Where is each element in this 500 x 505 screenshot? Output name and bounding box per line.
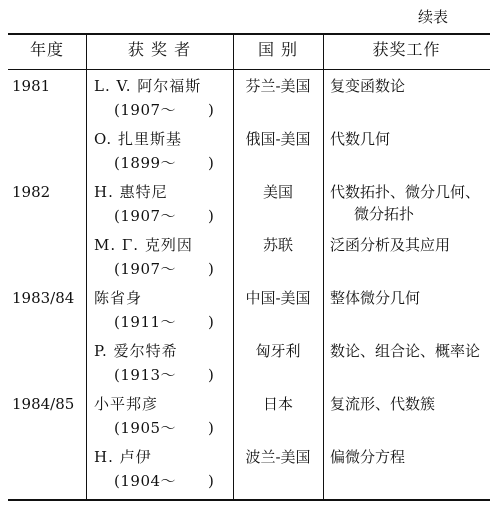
year-cell: 1982	[12, 183, 51, 201]
birth-close-paren: )	[208, 419, 214, 437]
winner-name: 陈省身	[94, 289, 143, 307]
year-cell: 1984/85	[12, 395, 75, 413]
winner-birth: (1905～	[114, 419, 177, 437]
work-cell: 泛函分析及其应用	[330, 236, 451, 254]
birth-close-paren: )	[208, 313, 214, 331]
work-cell: 偏微分方程	[330, 448, 406, 466]
winner-birth: (1904～	[114, 472, 177, 490]
country-cell: 日本	[262, 395, 293, 413]
winner-birth: (1899～	[114, 154, 177, 172]
country-cell: 波兰-美国	[245, 448, 311, 466]
work-cell: 代数几何	[330, 130, 391, 148]
winner-name: P. 爱尔特希	[94, 342, 178, 360]
work-cell: 数论、组合论、概率论	[330, 342, 481, 360]
column-divider	[86, 33, 87, 499]
continued-label: 续表	[417, 8, 448, 26]
winner-birth: (1907～	[114, 207, 177, 225]
header-rule	[8, 69, 490, 70]
header-winner: 获 奖 者	[127, 40, 192, 59]
winner-name: 小平邦彦	[94, 395, 159, 413]
winner-birth: (1913～	[114, 366, 177, 384]
winner-name: H. 惠特尼	[94, 183, 168, 201]
country-cell: 中国-美国	[245, 289, 311, 307]
work-cell: 复流形、代数簇	[330, 395, 436, 413]
winner-name: H. 卢伊	[94, 448, 152, 466]
country-cell: 俄国-美国	[245, 130, 311, 148]
country-cell: 美国	[262, 183, 293, 201]
top-rule	[8, 33, 490, 35]
work-cell-continued: 微分拓扑	[354, 205, 415, 223]
country-cell: 芬兰-美国	[245, 77, 311, 95]
header-country: 国 别	[257, 40, 299, 59]
birth-close-paren: )	[208, 154, 214, 172]
winner-name: O. 扎里斯基	[94, 130, 182, 148]
birth-close-paren: )	[208, 260, 214, 278]
winner-name: M. Γ. 克列因	[94, 236, 193, 254]
header-work: 获奖工作	[372, 40, 441, 59]
winner-birth: (1911～	[114, 313, 177, 331]
work-cell: 代数拓扑、微分几何、	[330, 183, 481, 201]
country-cell: 匈牙利	[255, 342, 301, 360]
award-table	[8, 33, 490, 500]
column-divider	[323, 33, 324, 499]
birth-close-paren: )	[208, 366, 214, 384]
year-cell: 1981	[12, 77, 51, 95]
country-cell: 苏联	[262, 236, 293, 254]
header-year: 年度	[29, 40, 64, 59]
birth-close-paren: )	[208, 207, 214, 225]
birth-close-paren: )	[208, 101, 214, 119]
bottom-rule	[8, 499, 490, 501]
winner-birth: (1907～	[114, 101, 177, 119]
winner-name: L. V. 阿尔福斯	[94, 77, 202, 95]
year-cell: 1983/84	[12, 289, 75, 307]
winner-birth: (1907～	[114, 260, 177, 278]
column-divider	[233, 33, 234, 499]
birth-close-paren: )	[208, 472, 214, 490]
work-cell: 整体微分几何	[330, 289, 421, 307]
work-cell: 复变函数论	[330, 77, 406, 95]
